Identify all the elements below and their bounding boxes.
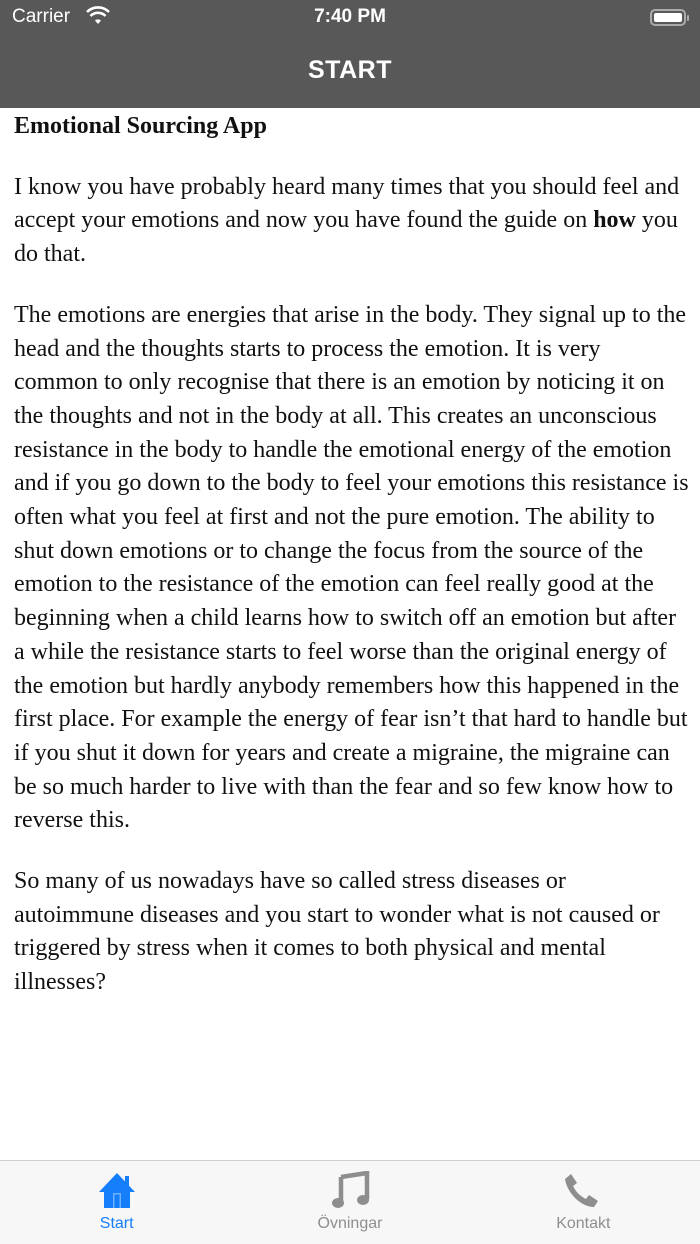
tab-bar: [0, 1160, 700, 1244]
page-title: START: [308, 56, 392, 84]
tab-start[interactable]: [0, 1161, 233, 1244]
p1-text-end: you do that.: [14, 207, 678, 268]
paragraph-3: So many of us nowadays have so called stress diseases or autoimmune diseases and you start to wonder what is not caused or triggered by stress when it comes to both physical and mental illnesses?: [14, 868, 660, 996]
tab-start-label: Start: [99, 1215, 134, 1232]
p1-bold: how: [593, 207, 636, 234]
header: [0, 0, 700, 108]
battery-icon: [650, 9, 686, 26]
tab-kontakt-label: Kontakt: [556, 1215, 611, 1232]
music-note-icon: [330, 1171, 370, 1209]
content-heading: Emotional Sourcing App: [14, 113, 267, 139]
tab-ovningar[interactable]: [233, 1161, 466, 1244]
tab-kontakt[interactable]: [467, 1161, 700, 1244]
status-bar: [0, 0, 700, 36]
phone-icon: [563, 1171, 603, 1209]
content: [14, 110, 690, 1027]
carrier-label: Carrier: [12, 6, 71, 27]
paragraph-1: [14, 171, 690, 272]
status-time: 7:40 PM: [314, 6, 386, 27]
home-icon: [97, 1171, 137, 1209]
paragraph-2: The emotions are energies that arise in the body. They signal up to the head and the thoughts starts to process the emotion. It is very common to only recognise that there is an emotion by noticing it on the thoughts and not in the body at all. This creates an unconscious resistance in the body to handle the emotional energy of the emotion and if you go down to the body to feel your emotions this resistance is often what you feel at first and not the pure emotion. The ability to shut down emotions or to change the focus from the source of the emotion to the resistance of the emotion can feel really good at the beginning when a child learns how to switch off an emotion but after a while the resistance starts to feel worse than the original energy of the emotion but hardly anybody remembers how this happened in the first place. For example the energy of fear isn’t that hard to handle but if you shut it down for years and create a migraine, the migraine can be so much harder to live with than the fear and so few know how to reverse this.: [14, 301, 689, 834]
p1-text: I know you have probably heard many times that you should feel and accept your emotions and now you have found the guide on: [14, 173, 680, 234]
tab-ovningar-label: Övningar: [317, 1215, 383, 1232]
